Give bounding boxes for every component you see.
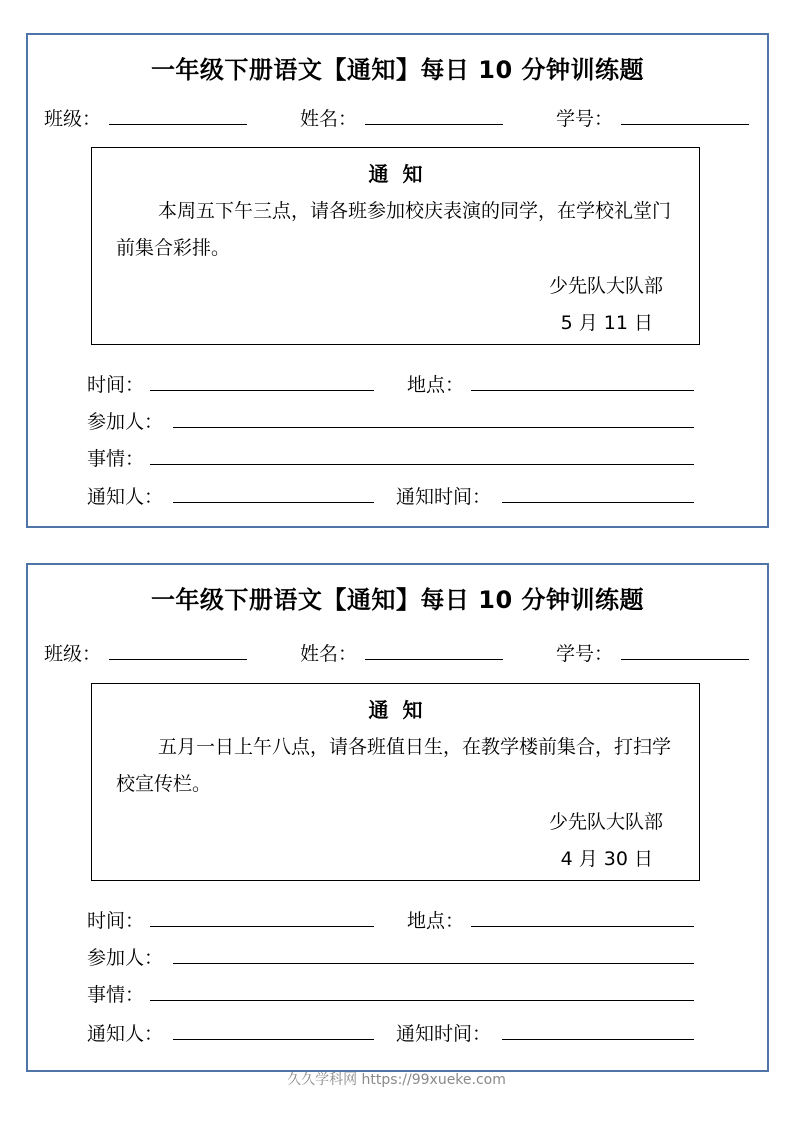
student-id-field[interactable] [621, 659, 749, 660]
time-label: 时间： [87, 374, 145, 396]
worksheet-card-2 [26, 563, 769, 1072]
notifier-label: 通知人： [87, 1023, 164, 1045]
place-label: 地点： [407, 374, 465, 396]
class-field[interactable] [109, 659, 247, 660]
notice-box [91, 147, 700, 345]
notice-time-field[interactable] [502, 1039, 694, 1040]
place-label: 地点： [407, 910, 465, 932]
notice-time-label: 通知时间： [396, 1023, 492, 1045]
name-label: 姓名： [300, 643, 358, 665]
notice-date: 4 月 30 日 [560, 848, 653, 870]
notice-date: 5 月 11 日 [560, 312, 653, 334]
footer-watermark: 久久学科网 https://99xueke.com [287, 1072, 506, 1088]
class-label: 班级： [44, 108, 102, 130]
notice-box [91, 683, 700, 881]
student-id-label: 学号： [556, 108, 614, 130]
notifier-label: 通知人： [87, 486, 164, 508]
notice-body: 五月一日上午八点，请各班值日生，在教学楼前集合，打扫学校宣传栏。 [116, 736, 672, 795]
notice-signature: 少先队大队部 [548, 811, 663, 833]
name-field[interactable] [365, 124, 503, 125]
time-label: 时间： [87, 910, 145, 932]
class-label: 班级： [44, 643, 102, 665]
notice-heading: 通知 [368, 698, 437, 722]
worksheet-card-1 [26, 33, 769, 528]
matter-label: 事情： [87, 448, 145, 470]
notice-heading: 通知 [368, 162, 437, 186]
name-field[interactable] [365, 659, 503, 660]
notice-signature: 少先队大队部 [548, 275, 663, 297]
student-id-label: 学号： [556, 643, 614, 665]
class-field[interactable] [109, 124, 247, 125]
matter-field[interactable] [150, 1000, 694, 1001]
notice-body: 本周五下午三点，请各班参加校庆表演的同学，在学校礼堂门前集合彩排。 [116, 200, 672, 259]
name-label: 姓名： [300, 108, 358, 130]
notifier-field[interactable] [173, 502, 374, 503]
participants-field[interactable] [173, 427, 694, 428]
notice-time-label: 通知时间： [396, 486, 492, 508]
notice-time-field[interactable] [502, 502, 694, 503]
participants-label: 参加人： [87, 947, 164, 969]
worksheet-title: 一年级下册语文【通知】每日 10 分钟训练题 [150, 56, 645, 84]
place-field[interactable] [471, 926, 694, 927]
time-field[interactable] [150, 926, 374, 927]
student-id-field[interactable] [621, 124, 749, 125]
worksheet-title: 一年级下册语文【通知】每日 10 分钟训练题 [150, 586, 645, 614]
matter-field[interactable] [150, 464, 694, 465]
participants-label: 参加人： [87, 411, 164, 433]
notifier-field[interactable] [173, 1039, 374, 1040]
matter-label: 事情： [87, 984, 145, 1006]
place-field[interactable] [471, 390, 694, 391]
time-field[interactable] [150, 390, 374, 391]
participants-field[interactable] [173, 963, 694, 964]
